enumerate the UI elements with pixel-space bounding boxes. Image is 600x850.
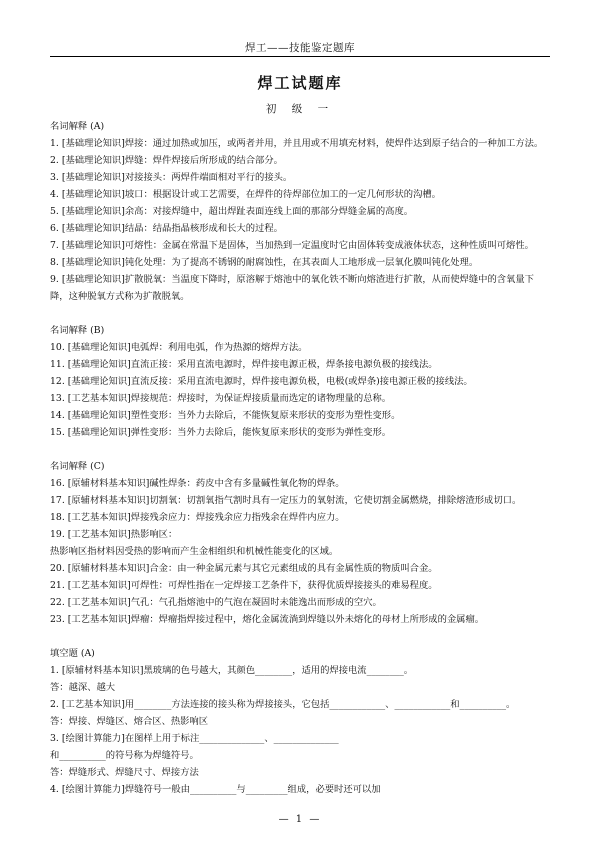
list-item: 2. [基础理论知识]焊缝：焊件焊接后所形成的结合部分。 [50, 155, 283, 166]
section-heading: 填空题 (A) [50, 648, 95, 659]
list-item: 5. [基础理论知识]余高：对接焊缝中，超出焊趾表面连线上面的那部分焊缝金属的高度。 [50, 206, 414, 217]
list-item: 1. [基础理论知识]焊接：通过加热或加压，或两者并用，并且用或不用填充材料，使焊件达到原子结合的一种加工方法。 [50, 138, 544, 149]
list-item: 18. [工艺基本知识]焊接残余应力：焊接残余应力指残余在焊件内应力。 [50, 512, 345, 523]
list-item: 11. [基础理论知识]直流正接：采用直流电源时，焊件接电源正极，焊条接电源负极的接线法。 [50, 359, 438, 370]
list-item: 4. [基础理论知识]坡口：根据设计或工艺需要，在焊件的待焊部位加工的一定几何形状的沟槽。 [50, 189, 441, 200]
question-item: 2. [工艺基本知识]用________方法连接的接头称为焊接接头，它包括____________、____________和__________。 [50, 699, 516, 710]
question-item-continued: 和__________的符号称为焊缝符号。 [50, 750, 199, 761]
question-item: 3. [绘图计算能力]在图样上用于标注______________、______________ [50, 733, 339, 744]
list-item: 14. [基础理论知识]塑性变形：当外力去除后，不能恢复原来形状的变形为塑性变形。 [50, 410, 401, 421]
list-item: 17. [原辅材料基本知识]切割氧：切割氧指气割时具有一定压力的氧射流，它使切割金属燃烧，排除熔渣形成切口。 [50, 495, 522, 506]
answer-text: 答：焊接、焊缝区、熔合区、热影响区 [50, 716, 209, 727]
question-item: 1. [原辅材料基本知识]黑玻璃的色号越大，其颜色________，适用的焊接电流________。 [50, 665, 414, 676]
running-header: 焊工——技能鉴定题库 [245, 42, 355, 54]
list-item: 13. [工艺基本知识]焊接规范：焊接时，为保证焊接质量而选定的诸物理量的总称。 [50, 393, 392, 404]
list-item: 19. [工艺基本知识]热影响区： [50, 529, 178, 540]
answer-text: 答：越深、越大 [50, 682, 116, 693]
section-heading: 名词解释 (B) [50, 325, 105, 336]
answer-text: 答：焊缝形式、焊缝尺寸、焊接方法 [50, 767, 199, 778]
header-divider [50, 56, 550, 57]
level-subtitle: 初 级 一 [265, 103, 335, 115]
list-item: 12. [基础理论知识]直流反接：采用直流电源时，焊件接电源负极，电极(或焊条)接电源正极的接线法。 [50, 376, 473, 387]
section-heading: 名词解释 (C) [50, 461, 105, 472]
list-item: 3. [基础理论知识]对接接头：两焊件端面相对平行的接头。 [50, 172, 293, 183]
section-spacer [50, 628, 550, 645]
list-item: 23. [工艺基本知识]焊瘤：焊瘤指焊接过程中，熔化金属流淌到焊缝以外未熔化的母材上所形成的金属瘤。 [50, 614, 485, 625]
content-body [50, 118, 550, 798]
list-item: 15. [基础理论知识]弹性变形：当外力去除后，能恢复原来形状的变形为弹性变形。 [50, 427, 392, 438]
list-item: 22. [工艺基本知识]气孔：气孔指熔池中的气泡在凝固时未能逸出而形成的空穴。 [50, 597, 382, 608]
section-spacer [50, 305, 550, 322]
list-item: 6. [基础理论知识]结晶：结晶指晶核形成和长大的过程。 [50, 223, 283, 234]
list-item: 10. [基础理论知识]电弧焊：利用电弧，作为热源的熔焊方法。 [50, 342, 308, 353]
section-heading: 名词解释 (A) [50, 121, 105, 132]
list-item: 21. [工艺基本知识]可焊性：可焊性指在一定焊接工艺条件下，获得优质焊接接头的难易程度。 [50, 580, 438, 591]
section-spacer [50, 441, 550, 458]
section-terms-a [50, 118, 550, 305]
list-item: 9. [基础理论知识]扩散脱氧：当温度下降时，原溶解于熔池中的氧化铁不断向熔渣进行扩散，从而使焊缝中的含氧量下降，这种脱氧方式称为扩散脱氧。 [50, 274, 534, 302]
list-item: 热影响区指材料因受热的影响而产生金相组织和机械性能变化的区域。 [50, 546, 339, 557]
list-item: 8. [基础理论知识]钝化处理：为了提高不锈钢的耐腐蚀性，在其表面人工地形成一层氧化膜叫钝化处理。 [50, 257, 479, 268]
list-item: 7. [基础理论知识]可熔性：金属在常温下是固体，当加热到一定温度时它由固体转变成液体状态，这种性质叫可熔性。 [50, 240, 534, 251]
section-terms-c [50, 458, 550, 628]
list-item: 16. [原辅材料基本知识]碱性焊条：药皮中含有多量碱性氧化物的焊条。 [50, 478, 345, 489]
page-title: 焊工试题库 [257, 74, 343, 92]
page-number: — 1 — [278, 814, 322, 825]
list-item: 20. [原辅材料基本知识]合金：由一种金属元素与其它元素组成的具有金属性质的物质叫合金。 [50, 563, 438, 574]
section-fill-in-a [50, 645, 550, 798]
question-item: 4. [绘图计算能力]焊缝符号一般由__________与_________组成，必要时还可以加 [50, 784, 381, 795]
section-terms-b [50, 322, 550, 441]
